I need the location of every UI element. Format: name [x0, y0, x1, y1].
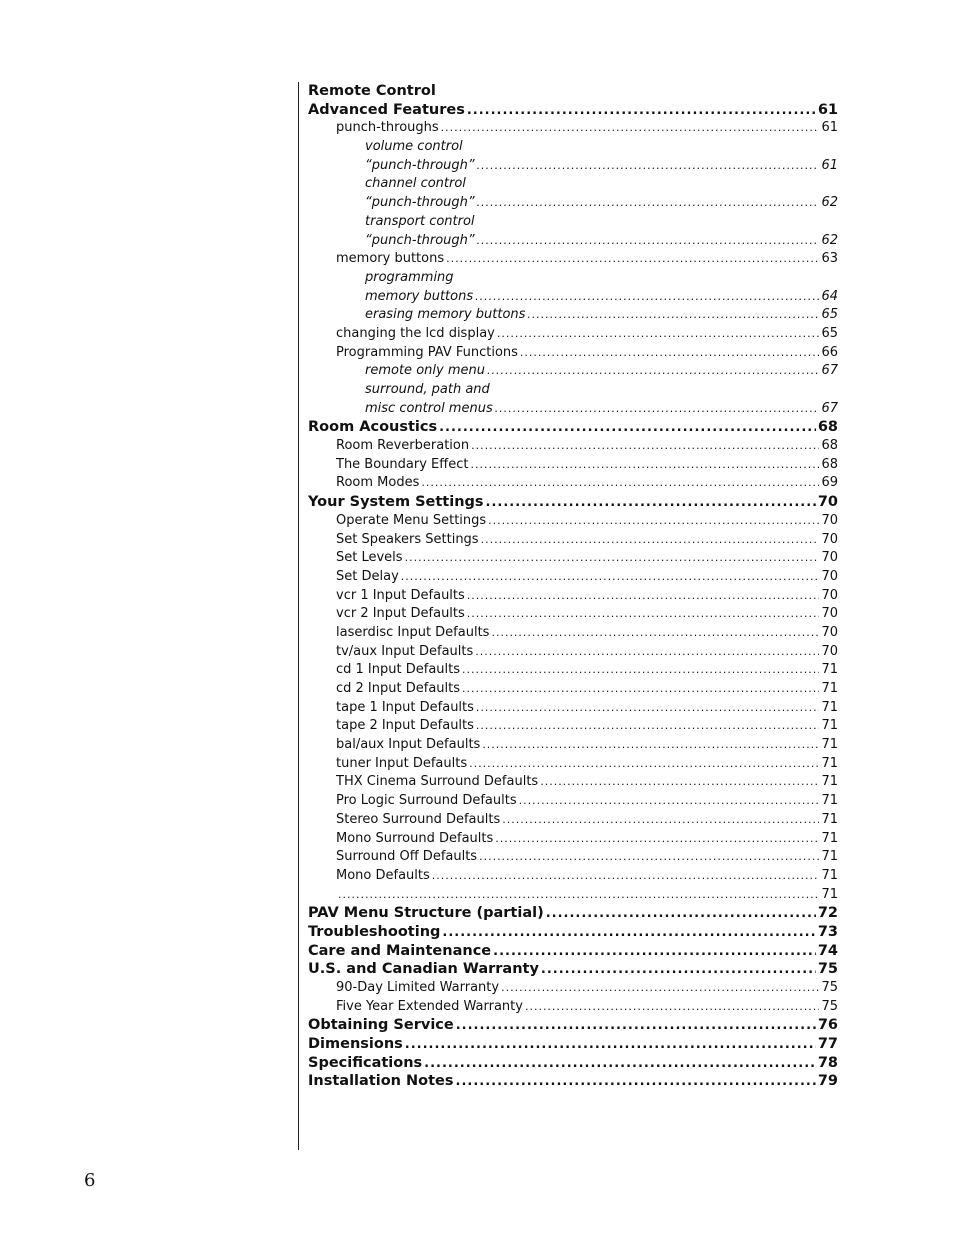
- toc-page-number: 71: [821, 867, 838, 883]
- toc-entry-label: “punch-through”: [365, 195, 475, 211]
- toc-section-entry[interactable]: [308, 942, 838, 961]
- toc-page-number: 61: [821, 120, 838, 136]
- toc-dot-leader: [476, 717, 820, 736]
- toc-entry-label: Troubleshooting: [308, 923, 441, 940]
- toc-entry-label: tv/aux Input Defaults: [336, 643, 474, 659]
- toc-dot-leader: [401, 568, 820, 587]
- toc-page-number: 68: [817, 419, 838, 436]
- toc-section-entry[interactable]: [308, 1072, 838, 1091]
- toc-heading-line: surround, path and: [365, 382, 490, 397]
- toc-dot-leader: [546, 905, 816, 923]
- toc-page-number: 71: [821, 774, 838, 790]
- toc-heading-line: Remote Control: [308, 83, 436, 99]
- toc-entry-label: Operate Menu Settings: [336, 512, 487, 528]
- toc-dot-leader: [470, 456, 819, 475]
- toc-entry-label: vcr 2 Input Defaults: [336, 606, 465, 622]
- toc-subentry[interactable]: [308, 325, 838, 344]
- toc-entry-label: memory buttons: [336, 251, 445, 267]
- toc-subentry[interactable]: [308, 792, 838, 811]
- toc-entry-label: Surround Off Defaults: [336, 849, 478, 865]
- toc-entry-label: “punch-through”: [365, 157, 475, 173]
- toc-entry-label: Set Speakers Settings: [336, 531, 479, 547]
- toc-subentry[interactable]: [308, 998, 838, 1017]
- toc-subentry[interactable]: [308, 848, 838, 867]
- toc-dot-leader: [456, 1073, 816, 1091]
- toc-page-number: 67: [821, 400, 838, 416]
- toc-subentry[interactable]: [308, 568, 838, 587]
- toc-dot-leader: [467, 102, 816, 120]
- toc-page-number: 71: [821, 811, 838, 827]
- toc-dot-leader: [471, 437, 819, 456]
- toc-subentry[interactable]: [308, 699, 838, 718]
- toc-entry-label: tuner Input Defaults: [336, 755, 468, 771]
- toc-dot-leader: [487, 362, 819, 381]
- toc-entry-label: changing the lcd display: [336, 325, 495, 341]
- toc-subentry[interactable]: [308, 605, 838, 624]
- toc-subentry[interactable]: [308, 400, 838, 419]
- toc-dot-leader: [497, 325, 820, 344]
- toc-subentry[interactable]: [308, 549, 838, 568]
- toc-entry-label: Set Levels: [336, 550, 403, 566]
- toc-page-number: 70: [821, 531, 838, 547]
- toc-subentry[interactable]: [308, 306, 838, 325]
- toc-dot-leader: [488, 512, 819, 531]
- toc-entry-label: laserdisc Input Defaults: [336, 624, 490, 640]
- toc-entry-label: Set Delay: [336, 568, 399, 584]
- toc-subentry[interactable]: [308, 680, 838, 699]
- toc-subentry[interactable]: [308, 437, 838, 456]
- toc-dot-leader: [519, 792, 820, 811]
- toc-entry-label: bal/aux Input Defaults: [336, 737, 481, 753]
- toc-page-number: 67: [821, 363, 838, 379]
- toc-subentry[interactable]: [308, 194, 838, 213]
- toc-subentry[interactable]: [308, 773, 838, 792]
- toc-section-entry[interactable]: [308, 493, 838, 512]
- toc-page-number: 65: [821, 307, 838, 323]
- toc-subentry[interactable]: [308, 157, 838, 176]
- toc-page-number: 77: [817, 1036, 838, 1053]
- toc-dot-leader: [479, 848, 819, 867]
- toc-page-number: 70: [821, 550, 838, 566]
- toc-dot-leader: [541, 961, 816, 979]
- toc-dot-leader: [477, 194, 820, 213]
- toc-dot-leader: [486, 494, 816, 512]
- toc-entry-label: Mono Defaults: [336, 867, 430, 883]
- toc-page-number: 71: [821, 755, 838, 771]
- toc-page-number: 71: [821, 849, 838, 865]
- toc-dot-leader: [540, 773, 819, 792]
- toc-page-number: 65: [821, 325, 838, 341]
- toc-page-number: 70: [821, 568, 838, 584]
- toc-subentry[interactable]: [308, 830, 838, 849]
- toc-section-entry[interactable]: [308, 1016, 838, 1035]
- toc-page-number: 75: [821, 998, 838, 1014]
- toc-subentry[interactable]: [308, 512, 838, 531]
- toc-subentry[interactable]: [308, 531, 838, 550]
- toc-entry-label: tape 1 Input Defaults: [336, 699, 474, 715]
- toc-dot-leader: [520, 344, 820, 363]
- toc-dot-leader: [493, 943, 816, 961]
- toc-dot-leader: [482, 736, 819, 755]
- toc-subentry[interactable]: [308, 362, 838, 381]
- toc-entry-label: punch-throughs: [336, 120, 439, 136]
- toc-entry-label: 90-Day Limited Warranty: [336, 980, 500, 995]
- toc-dot-leader: [467, 605, 820, 624]
- toc-section-entry[interactable]: [308, 101, 838, 120]
- toc-dot-leader: [495, 400, 820, 419]
- table-of-contents: [308, 82, 838, 1091]
- toc-dot-leader: [501, 979, 819, 998]
- toc-entry-label: vcr 1 Input Defaults: [336, 587, 465, 603]
- toc-section-entry[interactable]: [308, 1035, 838, 1054]
- toc-subentry[interactable]: [308, 811, 838, 830]
- toc-page-number: 75: [821, 980, 838, 995]
- toc-dot-leader: [439, 419, 816, 437]
- toc-page-number: 71: [821, 737, 838, 753]
- toc-section-entry[interactable]: [308, 418, 838, 437]
- toc-subentry[interactable]: [308, 717, 838, 736]
- toc-page-number: 71: [821, 886, 838, 902]
- toc-dot-leader: [495, 830, 819, 849]
- toc-subentry[interactable]: [308, 232, 838, 251]
- toc-dot-leader: [475, 643, 819, 662]
- toc-page-number: 72: [817, 905, 838, 922]
- toc-entry-label: Advanced Features: [308, 101, 465, 118]
- toc-dot-leader: [527, 306, 819, 325]
- toc-subentry[interactable]: [308, 250, 838, 269]
- toc-subentry[interactable]: [308, 587, 838, 606]
- toc-page-number: 78: [817, 1054, 838, 1071]
- toc-section-entry[interactable]: [308, 960, 838, 979]
- toc-entry-label: remote only menu: [365, 363, 485, 379]
- toc-page-number: 73: [817, 923, 838, 940]
- toc-subentry[interactable]: [308, 643, 838, 662]
- page-number: 6: [84, 1170, 96, 1191]
- toc-entry-label: cd 1 Input Defaults: [336, 662, 461, 678]
- toc-page-number: 68: [821, 438, 838, 454]
- toc-subentry[interactable]: [308, 755, 838, 774]
- toc-dot-leader: [421, 474, 819, 493]
- toc-entry-label: PAV Menu Structure (partial): [308, 905, 544, 922]
- toc-entry-label: tape 2 Input Defaults: [336, 718, 474, 734]
- toc-dot-leader: [462, 661, 819, 680]
- toc-dot-leader: [475, 288, 819, 307]
- toc-subentry[interactable]: [308, 119, 838, 138]
- toc-dot-leader: [441, 119, 820, 138]
- toc-entry-label: Care and Maintenance: [308, 942, 492, 959]
- toc-entry-label: U.S. and Canadian Warranty: [308, 961, 539, 978]
- toc-entry-label: Mono Surround Defaults: [336, 830, 494, 846]
- toc-page-number: 70: [821, 624, 838, 640]
- toc-entry-label: Specifications: [308, 1054, 423, 1071]
- toc-dot-leader: [405, 1036, 816, 1054]
- toc-page-number: 71: [821, 830, 838, 846]
- toc-dot-leader: [467, 587, 820, 606]
- toc-subentry[interactable]: [308, 474, 838, 493]
- toc-page-number: 62: [821, 195, 838, 211]
- toc-dot-leader: [502, 811, 819, 830]
- toc-dot-leader: [476, 699, 820, 718]
- toc-subentry[interactable]: [308, 736, 838, 755]
- toc-dot-leader: [446, 250, 819, 269]
- toc-page-number: 70: [821, 643, 838, 659]
- toc-entry-label: erasing memory buttons: [365, 307, 526, 323]
- toc-entry-label: Obtaining Service: [308, 1017, 454, 1034]
- toc-heading-line: transport control: [365, 213, 475, 229]
- toc-page-number: 69: [821, 475, 838, 491]
- toc-page-number: 70: [821, 606, 838, 622]
- toc-dot-leader: [442, 924, 815, 942]
- toc-dot-leader: [456, 1017, 816, 1035]
- toc-page-number: 76: [817, 1017, 838, 1034]
- vertical-divider-rule: [298, 82, 299, 1150]
- toc-page-number: 71: [821, 793, 838, 809]
- toc-subentry[interactable]: [308, 288, 838, 307]
- toc-page-number: 74: [817, 942, 838, 959]
- toc-page-number: 61: [817, 101, 838, 118]
- toc-page-number: 71: [821, 718, 838, 734]
- toc-entry-label: Room Reverberation: [336, 438, 470, 454]
- toc-entry-label: cd 2 Input Defaults: [336, 681, 461, 696]
- toc-page-number: 66: [821, 344, 838, 360]
- toc-dot-leader: [477, 157, 820, 176]
- toc-page-number: 71: [821, 662, 838, 678]
- toc-page-number: 70: [821, 512, 838, 528]
- toc-entry-label: The Boundary Effect: [336, 456, 469, 472]
- toc-entry-label: Pro Logic Surround Defaults: [336, 793, 517, 809]
- toc-dot-leader: [424, 1055, 816, 1073]
- toc-dot-leader: [525, 998, 820, 1017]
- toc-page-number: 70: [821, 587, 838, 603]
- toc-subentry[interactable]: [308, 456, 838, 475]
- toc-page-number: 79: [817, 1073, 838, 1090]
- toc-subentry[interactable]: [308, 344, 838, 363]
- toc-page-number: 62: [821, 232, 838, 248]
- toc-entry-label: Your System Settings: [308, 494, 484, 511]
- toc-entry-label: Installation Notes: [308, 1073, 454, 1090]
- toc-entry-label: memory buttons: [365, 288, 474, 304]
- toc-subentry[interactable]: [308, 867, 838, 886]
- toc-entry-label: “punch-through”: [365, 232, 475, 248]
- toc-dot-leader: [481, 531, 820, 550]
- toc-dot-leader: [462, 680, 819, 699]
- toc-dot-leader: [432, 867, 820, 886]
- toc-entry-label: THX Cinema Surround Defaults: [336, 774, 539, 790]
- toc-entry-label: Programming PAV Functions: [336, 344, 518, 360]
- toc-dot-leader: [469, 755, 819, 774]
- toc-page-number: 71: [821, 699, 838, 715]
- toc-entry-label: Room Modes: [336, 475, 420, 491]
- toc-subentry[interactable]: [308, 979, 838, 998]
- toc-entry-label: Dimensions: [308, 1036, 403, 1053]
- toc-page-number: 64: [821, 288, 838, 304]
- toc-dot-leader: [405, 549, 820, 568]
- toc-dot-leader: [491, 624, 819, 643]
- toc-page-number: 68: [821, 456, 838, 472]
- toc-section-entry[interactable]: [308, 904, 838, 923]
- toc-subentry[interactable]: [308, 661, 838, 680]
- toc-entry-label: Room Acoustics: [308, 419, 438, 436]
- toc-page-number: 71: [821, 681, 838, 696]
- toc-entry-label: Five Year Extended Warranty: [336, 998, 523, 1014]
- toc-section-entry[interactable]: [308, 923, 838, 942]
- toc-section-entry[interactable]: [308, 1054, 838, 1073]
- toc-subentry[interactable]: [308, 886, 838, 905]
- toc-heading-line: programming: [365, 269, 454, 285]
- toc-entry-label: misc control menus: [365, 400, 493, 416]
- toc-heading-line: channel control: [365, 176, 466, 192]
- toc-page-number: 63: [821, 251, 838, 267]
- toc-entry-label: Stereo Surround Defaults: [336, 811, 501, 827]
- toc-dot-leader: [477, 232, 820, 251]
- toc-page-number: 70: [817, 494, 838, 511]
- toc-page-number: 61: [821, 157, 838, 173]
- toc-page-number: 75: [817, 961, 838, 978]
- toc-dot-leader: [338, 886, 819, 905]
- toc-heading-line: volume control: [365, 139, 463, 155]
- toc-subentry[interactable]: [308, 624, 838, 643]
